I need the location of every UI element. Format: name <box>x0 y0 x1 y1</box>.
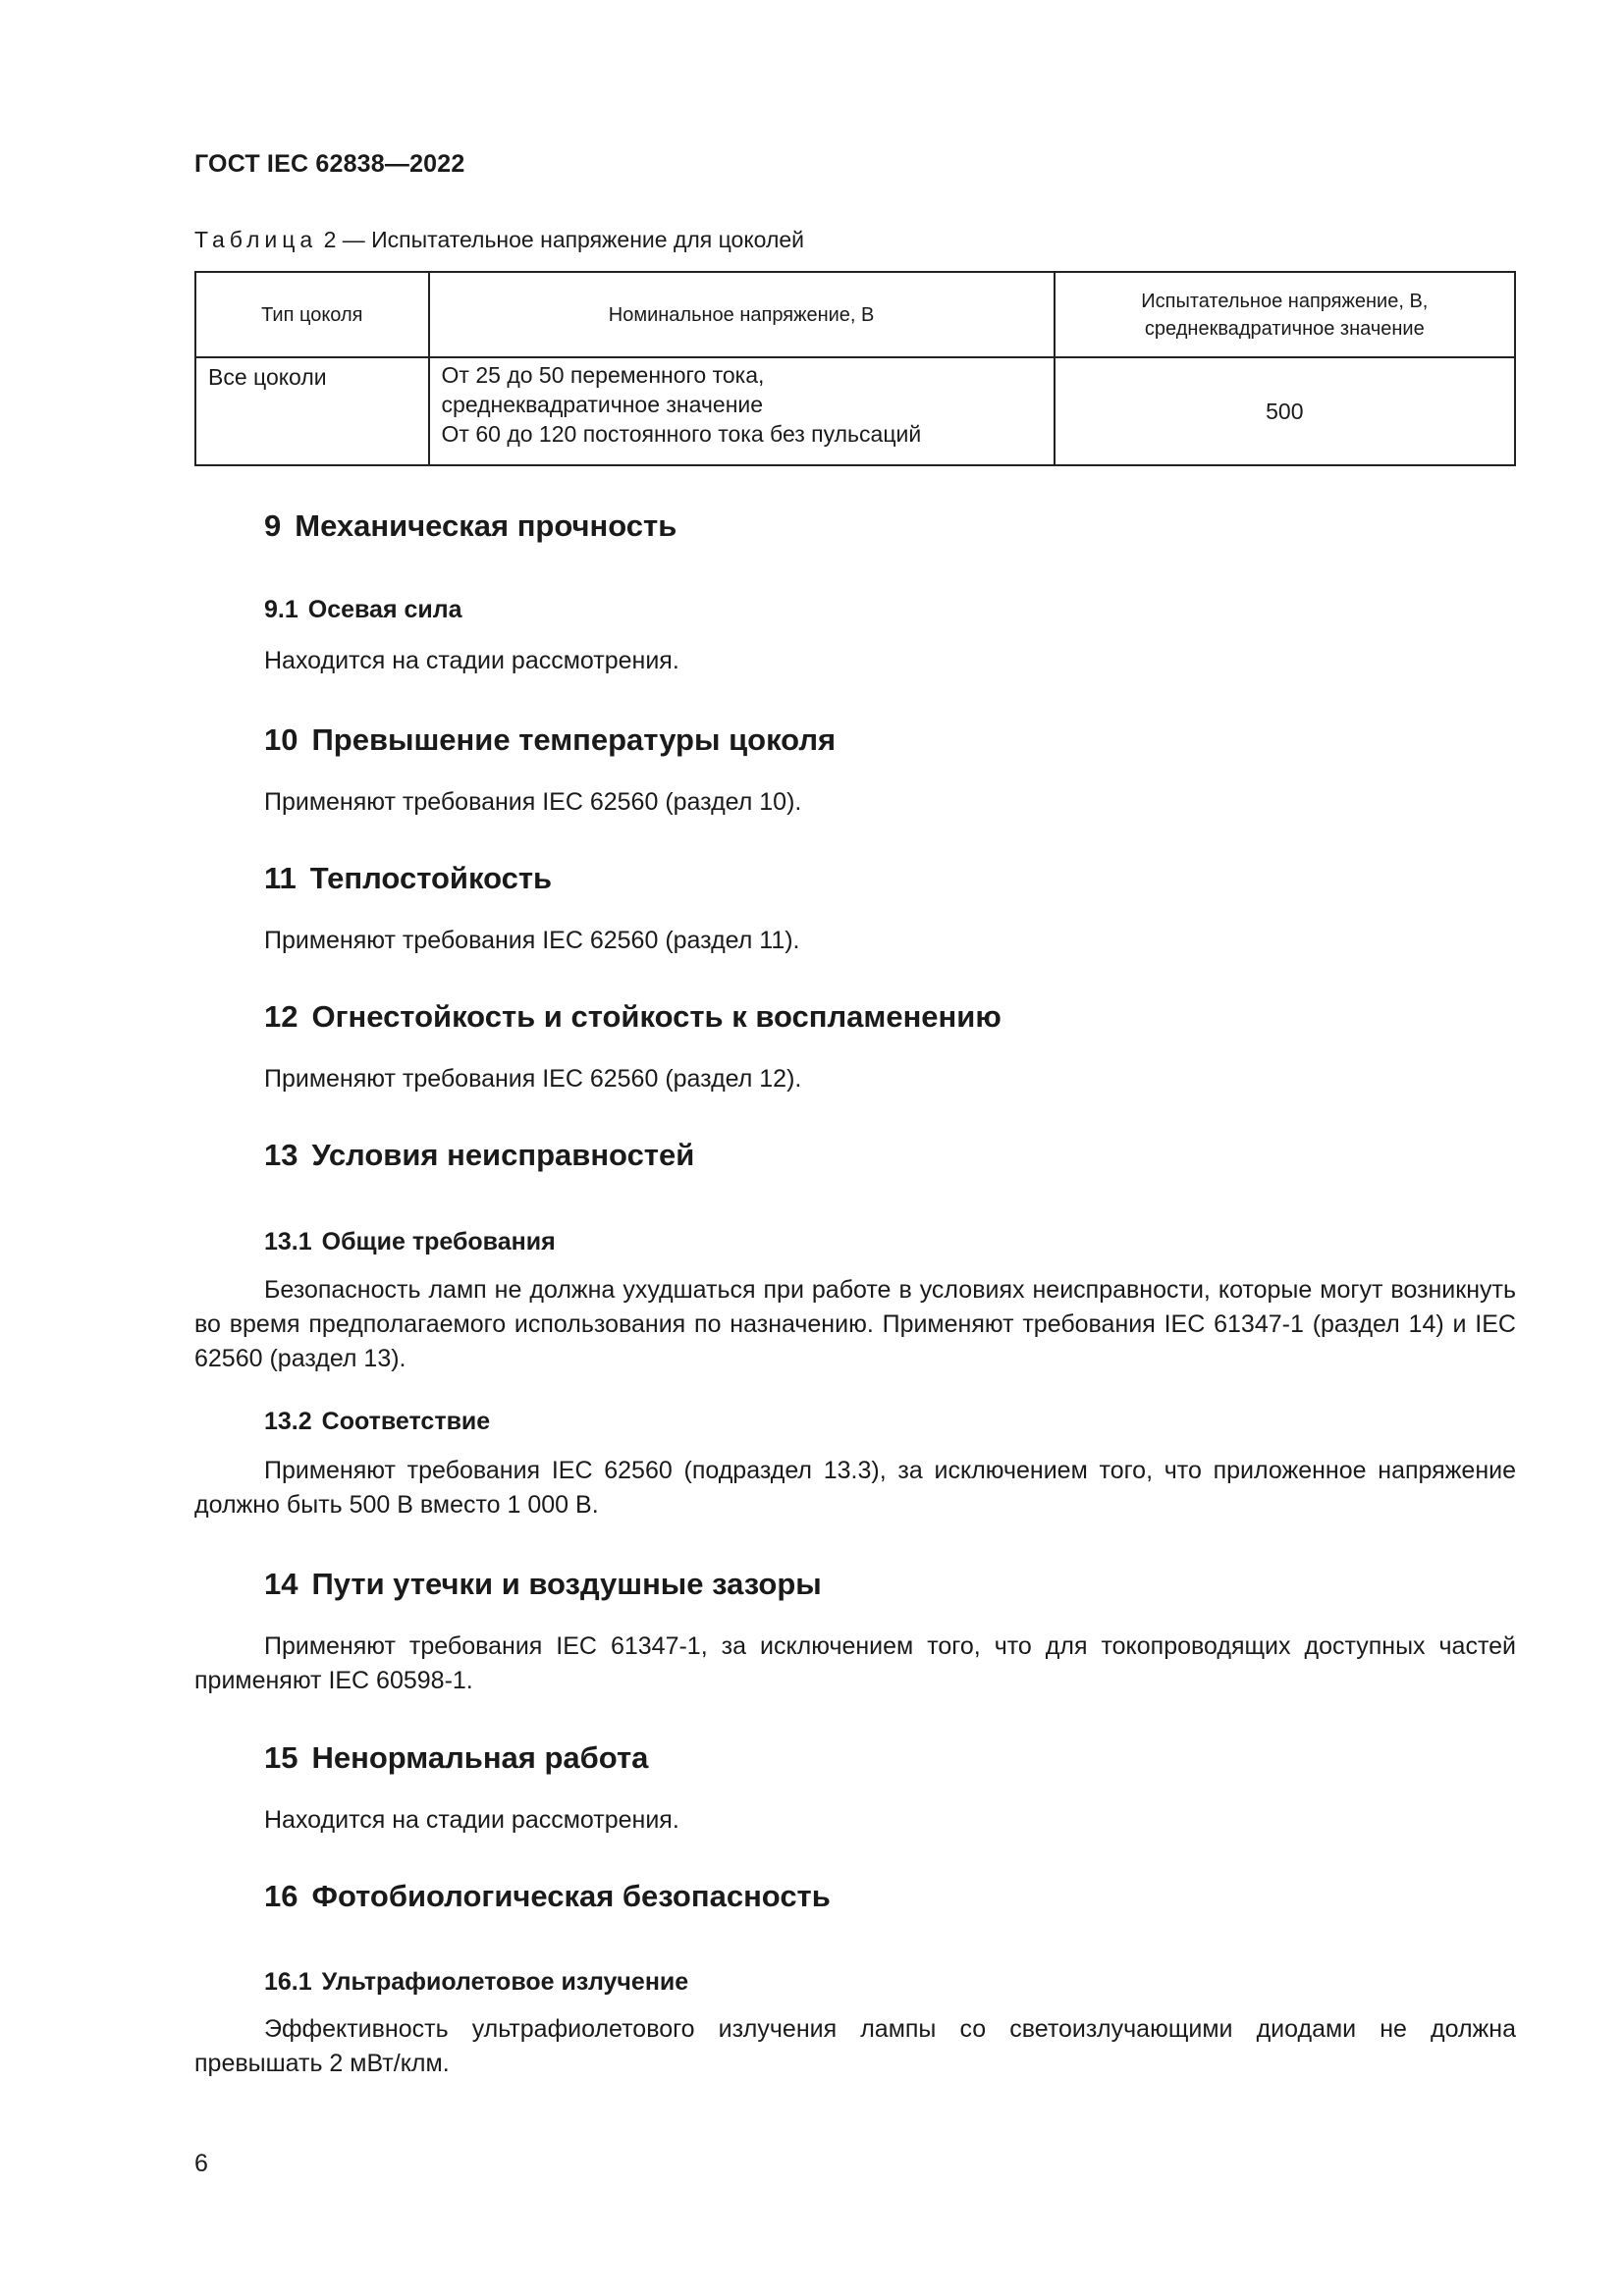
cell-nominal-voltage <box>429 357 1055 465</box>
section-10-heading: 10 Превышение температуры цоколя <box>264 722 837 757</box>
nominal-line-1: От 25 до 50 переменного тока, среднеквадратичное значение <box>441 362 765 417</box>
section-16-heading: 16 Фотобиологическая безопасность <box>264 1879 831 1913</box>
section-9-heading: 9 Механическая прочность <box>264 508 677 543</box>
section-16-1-heading: 16.1 Ультрафиолетовое излучение <box>264 1968 689 1996</box>
section-15-text: Находится на стадии рассмотрения. <box>264 1806 679 1834</box>
section-10-text: Применяют требования IEC 62560 (раздел 10). <box>264 788 802 816</box>
section-16-1-text: Эффективность ультрафиолетового излучения лампы со светоизлучающими диодами не должна превышать 2 мВт/клм. <box>194 2015 1516 2077</box>
table-caption-text: 2 — Испытательное напряжение для цоколей <box>323 227 805 252</box>
header-test-voltage: Испытательное напряжение, В, среднеквадратичное значение <box>1055 272 1515 357</box>
section-13-1-heading: 13.1 Общие требования <box>264 1228 556 1255</box>
section-13-2-text: Применяют требования IEC 62560 (подраздел 13.3), за исключением того, что приложенное напряжение должно быть 500 В вместо 1 000 В. <box>194 1457 1516 1519</box>
document-header: ГОСТ IEC 62838—2022 <box>194 150 465 178</box>
table-row <box>195 357 1515 465</box>
nominal-line-2: От 60 до 120 постоянного тока без пульсаций <box>441 421 922 447</box>
table-caption <box>194 227 804 253</box>
section-13-1-text: Безопасность ламп не должна ухудшаться при работе в условиях неисправности, которые могут возникнуть во время предполагаемого использования по назначению. Применяют требования IEC 61347-1 (раздел 14) и IEC 62560 (раздел 13). <box>194 1276 1516 1372</box>
section-9-1-heading: 9.1 Осевая сила <box>264 596 462 623</box>
section-11-text: Применяют требования IEC 62560 (раздел 11). <box>264 927 800 954</box>
section-12-heading: 12 Огнестойкость и стойкость к воспламенению <box>264 999 1001 1034</box>
section-9-1-text: Находится на стадии рассмотрения. <box>264 647 679 674</box>
section-15-heading: 15 Ненормальная работа <box>264 1740 649 1775</box>
section-13-heading: 13 Условия неисправностей <box>264 1138 695 1172</box>
section-12-text: Применяют требования IEC 62560 (раздел 12). <box>264 1065 802 1093</box>
cell-test-voltage: 500 <box>1055 357 1515 465</box>
header-nominal-voltage: Номинальное напряжение, В <box>429 272 1055 357</box>
section-11-heading: 11 Теплостойкость <box>264 861 553 895</box>
table-caption-prefix: Таблица <box>194 227 318 252</box>
cell-base-type: Все цоколи <box>195 357 429 465</box>
section-14-heading: 14 Пути утечки и воздушные зазоры <box>264 1567 822 1601</box>
section-14-text: Применяют требования IEC 61347-1, за исключением того, что для токопроводящих доступных частей применяют IEC 60598-1. <box>194 1632 1516 1694</box>
table-header-row <box>195 272 1515 357</box>
test-voltage-table <box>194 271 1516 466</box>
section-13-2-heading: 13.2 Соответствие <box>264 1408 491 1435</box>
page-number: 6 <box>194 2150 208 2177</box>
header-base-type: Тип цоколя <box>195 272 429 357</box>
